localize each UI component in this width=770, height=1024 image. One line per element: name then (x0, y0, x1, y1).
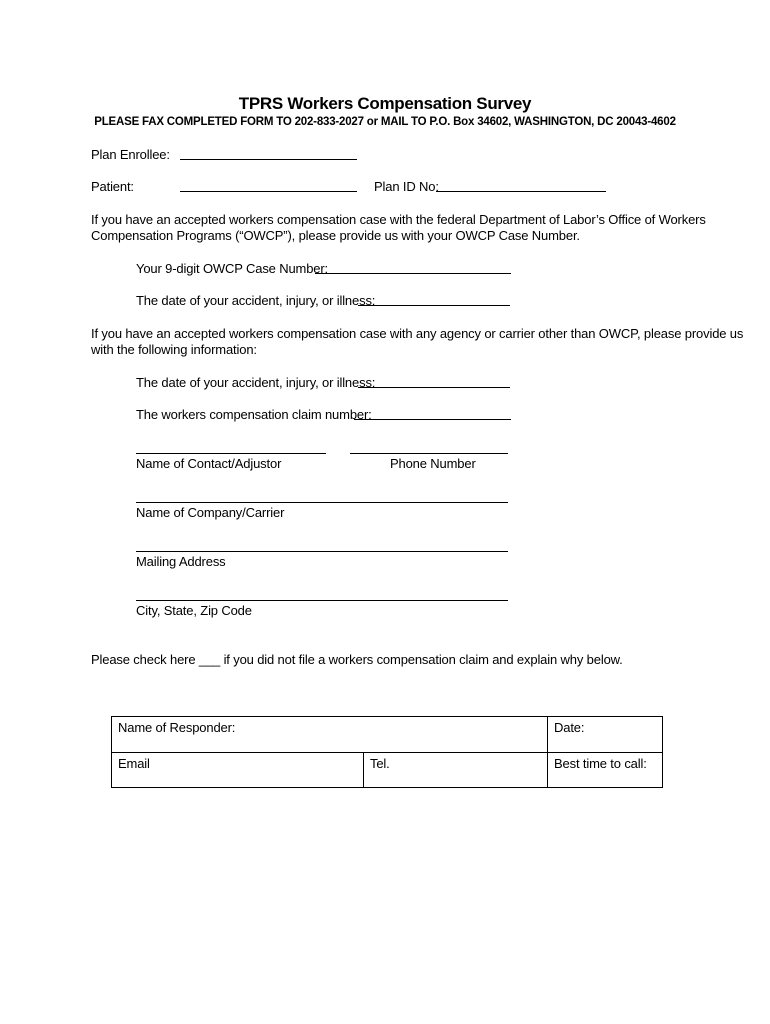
company-name-label: Name of Company/Carrier (136, 505, 285, 520)
claim-number-label: The workers compensation claim number: (136, 407, 372, 422)
responder-table (111, 716, 663, 788)
owcp-case-number-field[interactable] (315, 273, 511, 274)
contact-name-label: Name of Contact/Adjustor (136, 456, 282, 471)
plan-id-field[interactable] (436, 191, 606, 192)
form-title: TPRS Workers Compensation Survey (238, 94, 532, 113)
patient-field[interactable] (180, 191, 357, 192)
other-intro-line2: with the following information: (91, 342, 257, 357)
responder-best-time-cell[interactable] (548, 753, 663, 788)
other-intro-line1: If you have an accepted workers compensation case with any agency or carrier other than OWCP, please provide us (91, 326, 744, 341)
owcp-accident-date-label: The date of your accident, injury, or illness: (136, 293, 376, 308)
owcp-intro-line1: If you have an accepted workers compensation case with the federal Department of Labor’s Office of Workers (91, 212, 706, 227)
responder-best-time-label: Best time to call: (554, 756, 647, 771)
responder-date-cell[interactable] (548, 717, 663, 753)
responder-date-label: Date: (554, 720, 585, 735)
responder-email-label: Email (118, 756, 150, 771)
form-instructions: PLEASE FAX COMPLETED FORM TO 202-833-2027 or MAIL TO P.O. Box 34602, WASHINGTON, DC 20043-4602 (94, 116, 676, 128)
owcp-intro-line2: Compensation Programs (“OWCP”), please provide us with your OWCP Case Number. (91, 228, 580, 243)
responder-name-label: Name of Responder: (118, 720, 236, 735)
plan-id-label: Plan ID No: (374, 179, 439, 194)
phone-number-field[interactable] (350, 453, 508, 454)
mailing-address-field[interactable] (136, 551, 508, 552)
patient-label: Patient: (91, 179, 134, 194)
plan-enrollee-label: Plan Enrollee: (91, 147, 170, 162)
responder-name-cell[interactable] (112, 717, 548, 753)
plan-enrollee-field[interactable] (180, 159, 357, 160)
contact-name-field[interactable] (136, 453, 326, 454)
responder-email-cell[interactable] (112, 753, 364, 788)
city-state-zip-field[interactable] (136, 600, 508, 601)
no-claim-check-note[interactable]: Please check here ___ if you did not file a workers compensation claim and explain why below. (91, 652, 623, 667)
claim-number-field[interactable] (354, 419, 511, 420)
phone-number-label: Phone Number (390, 456, 476, 471)
other-accident-date-field[interactable] (358, 387, 510, 388)
owcp-accident-date-field[interactable] (358, 305, 510, 306)
owcp-case-number-label: Your 9-digit OWCP Case Number: (136, 261, 329, 276)
city-state-zip-label: City, State, Zip Code (136, 603, 252, 618)
company-name-field[interactable] (136, 502, 508, 503)
responder-tel-cell[interactable] (364, 753, 548, 788)
responder-tel-label: Tel. (370, 756, 390, 771)
other-accident-date-label: The date of your accident, injury, or illness: (136, 375, 376, 390)
mailing-address-label: Mailing Address (136, 554, 226, 569)
